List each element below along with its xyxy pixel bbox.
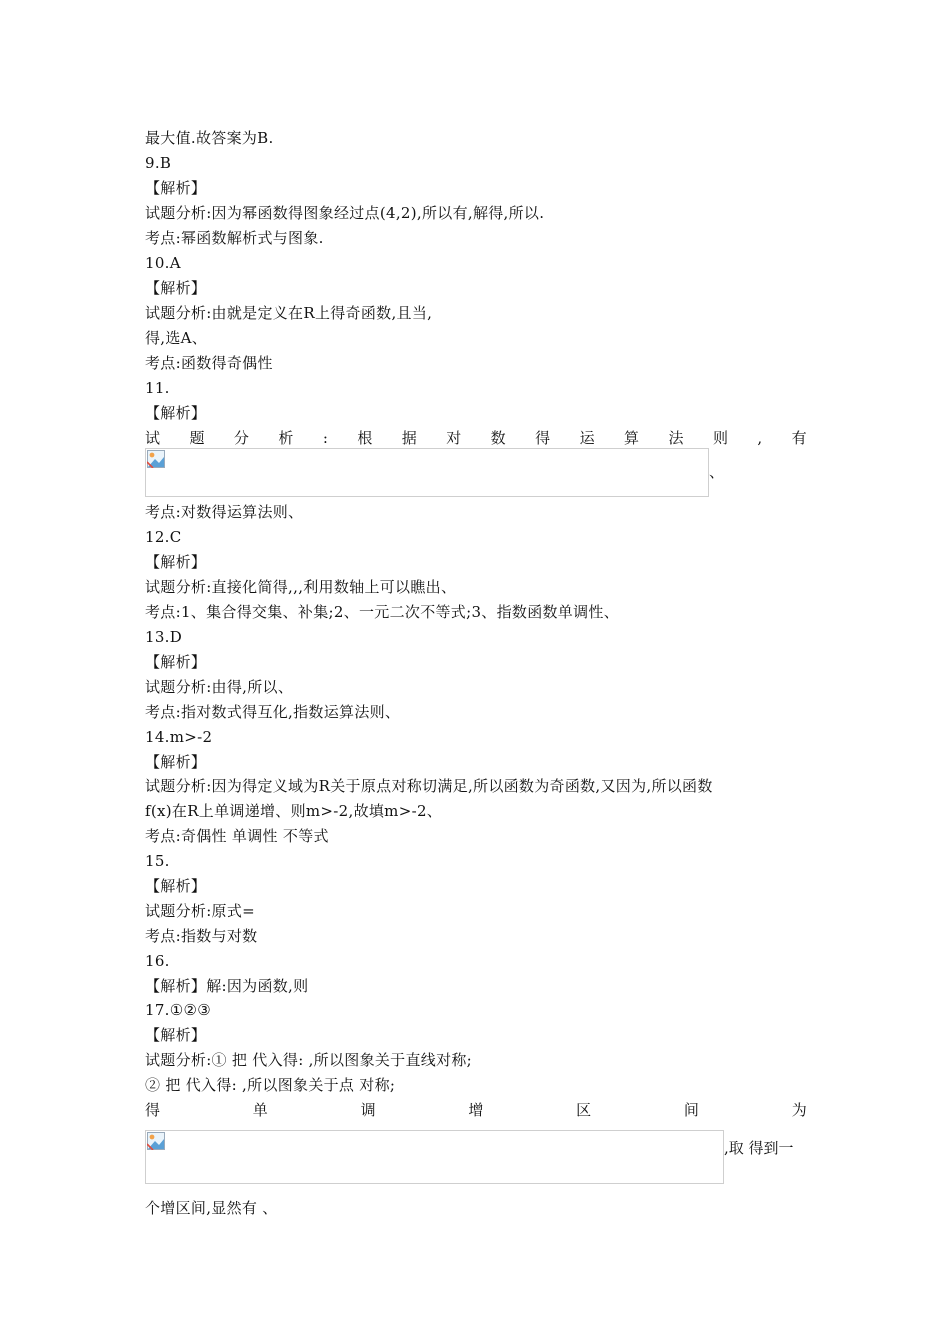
knowledge-point: 考点:幂函数解析式与图象. (145, 229, 324, 247)
answer-12: 12.C (145, 528, 182, 546)
knowledge-point: 考点:指数与对数 (145, 927, 258, 945)
text-line: 最大值.故答案为B. (145, 129, 274, 147)
answer-10: 10.A (145, 254, 181, 272)
text-line: f(x)在R上单调递增、则m>-2,故填m>-2、 (145, 802, 443, 820)
analysis-heading: 【解析】 (145, 279, 207, 297)
text-line: 得,选A、 (145, 329, 208, 347)
justified-text-line (145, 1100, 807, 1120)
text-line: 试题分析:原式= (145, 902, 256, 920)
char: 有 (791, 429, 807, 447)
text-line: 试题分析:由得,所以、 (145, 678, 294, 696)
char: 析 (278, 429, 294, 447)
analysis-heading: 【解析】 (145, 753, 207, 771)
answer-14: 14.m>-2 (145, 728, 213, 746)
analysis-heading: 【解析】 (145, 179, 207, 197)
char: 法 (668, 429, 684, 447)
analysis-heading: 【解析】 (145, 877, 207, 895)
char: 数 (490, 429, 506, 447)
broken-image-placeholder (145, 1130, 724, 1184)
char: 运 (579, 429, 595, 447)
answer-9: 9.B (145, 154, 172, 172)
broken-image-icon (147, 1132, 165, 1150)
char: 间 (683, 1101, 700, 1119)
analysis-heading: 【解析】 (145, 1026, 207, 1044)
char: 区 (576, 1101, 592, 1119)
answer-13: 13.D (145, 628, 183, 646)
char: 则 (712, 429, 729, 447)
char: 对 (446, 429, 462, 447)
char: 调 (360, 1101, 376, 1119)
char: 试 (145, 429, 161, 447)
answer-17: 17.①②③ (145, 1001, 211, 1019)
text-line: 【解析】解:因为函数,则 (145, 977, 309, 995)
answer-15: 15. (145, 852, 170, 870)
knowledge-point: 考点:奇偶性 单调性 不等式 (145, 827, 329, 845)
text-line: 试题分析:因为幂函数得图象经过点(4,2),所以有,解得,所以. (145, 204, 545, 222)
text-line: 试题分析:因为得定义域为R关于原点对称切满足,所以函数为奇函数,又因为,所以函数 (145, 777, 713, 795)
knowledge-point: 考点:对数得运算法则、 (145, 503, 304, 521)
analysis-heading: 【解析】 (145, 553, 207, 571)
analysis-heading: 【解析】 (145, 404, 207, 422)
char: : (322, 429, 329, 447)
char: 根 (357, 429, 373, 447)
char: 题 (189, 429, 205, 447)
char: 算 (624, 429, 640, 447)
knowledge-point: 考点:1、集合得交集、补集;2、一元二次不等式;3、指数函数单调性、 (145, 603, 619, 621)
image-trailing-text: ,取 得到一 (724, 1139, 794, 1157)
knowledge-point: 考点:指对数式得互化,指数运算法则、 (145, 703, 401, 721)
broken-image-icon (147, 450, 165, 468)
char: 得 (145, 1101, 161, 1119)
answer-16: 16. (145, 952, 170, 970)
text-line: 试题分析:直接化简得,,,利用数轴上可以瞧出、 (145, 578, 457, 596)
char: 分 (233, 429, 250, 447)
char: 得 (535, 429, 551, 447)
char: 增 (468, 1101, 484, 1119)
justified-text-line (145, 428, 807, 448)
char: 据 (401, 429, 418, 447)
text-line: 个增区间,显然有 、 (145, 1199, 278, 1217)
text-line: ② 把 代入得: ,所以图象关于点 对称; (145, 1076, 396, 1094)
char: 单 (252, 1101, 269, 1119)
char: , (757, 429, 763, 447)
text-line: 试题分析:① 把 代入得: ,所以图象关于直线对称; (145, 1051, 473, 1069)
image-trailing-text: 、 (709, 463, 725, 481)
text-line: 试题分析:由就是定义在R上得奇函数,且当, (145, 304, 433, 322)
knowledge-point: 考点:函数得奇偶性 (145, 354, 273, 372)
char: 为 (791, 1101, 807, 1119)
broken-image-placeholder (145, 448, 709, 497)
analysis-heading: 【解析】 (145, 653, 207, 671)
answer-11: 11. (145, 379, 170, 397)
